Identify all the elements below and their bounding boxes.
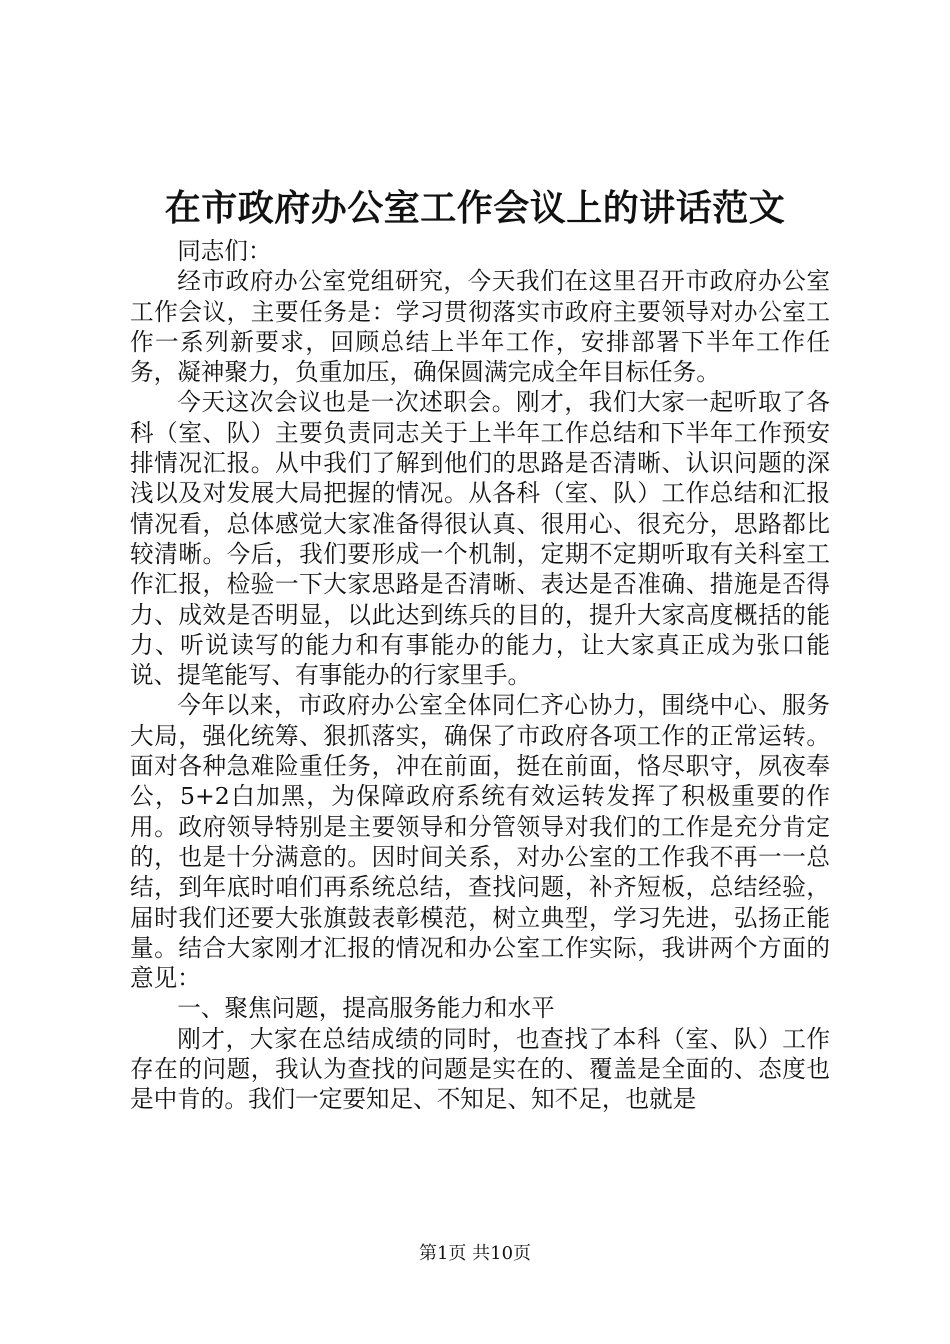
paragraph-3: 今年以来，市政府办公室全体同仁齐心协力，围绕中心、服务大局，强化统筹、狠抓落实，确保了市政府各项工作的正常运转。面对各种急难险重任务，冲在前面，挺在前面，恪尽职守，夙夜奉公，5+2白加黑，为保障政府系统有效运转发挥了积极重要的作用。政府领导特别是主要领导和分管领导对我们的工作是充分肯定的，也是十分满意的。因时间关系，对办公室的工作我不再一一总结，到年底时咱们再系统总结，查找问题，补齐短板，总结经验，届时我们还要大张旗鼓表彰模范，树立典型，学习先进，弘扬正能量。结合大家刚才汇报的情况和办公室工作实际，我讲两个方面的意见： <box>130 691 830 993</box>
salutation: 同志们： <box>177 237 272 265</box>
document-body <box>130 236 830 1115</box>
document-title: 在市政府办公室工作会议上的讲话范文 <box>164 187 786 229</box>
paragraph-1: 经市政府办公室党组研究，今天我们在这里召开市政府办公室工作会议，主要任务是：学习贯彻落实市政府主要领导对办公室工作一系列新要求，回顾总结上半年工作，安排部署下半年工作任务，凝神聚力，负重加压，确保圆满完成全年目标任务。 <box>130 267 830 387</box>
page-number-footer: 第1页 共10页 <box>418 1243 532 1264</box>
paragraph-4: 刚才，大家在总结成绩的同时，也查找了本科（室、队）工作存在的问题，我认为查找的问题是实在的、覆盖是全面的、态度也是中肯的。我们一定要知足、不知足、知不足，也就是 <box>130 1024 830 1114</box>
section-heading: 一、聚焦问题，提高服务能力和水平 <box>177 994 555 1023</box>
paragraph-2: 今天这次会议也是一次述职会。刚才，我们大家一起听取了各科（室、队）主要负责同志关于上半年工作总结和下半年工作预安排情况汇报。从中我们了解到他们的思路是否清晰、认识问题的深浅以及对发展大局把握的情况。从各科（室、队）工作总结和汇报情况看，总体感觉大家准备得很认真、很用心、很充分，思路都比较清晰。今后，我们要形成一个机制，定期不定期听取有关科室工作汇报，检验一下大家思路是否清晰、表达是否准确、措施是否得力、成效是否明显，以此达到练兵的目的，提升大家高度概括的能力、听说读写的能力和有事能办的能力，让大家真正成为张口能说、提笔能写、有事能办的行家里手。 <box>130 388 830 690</box>
